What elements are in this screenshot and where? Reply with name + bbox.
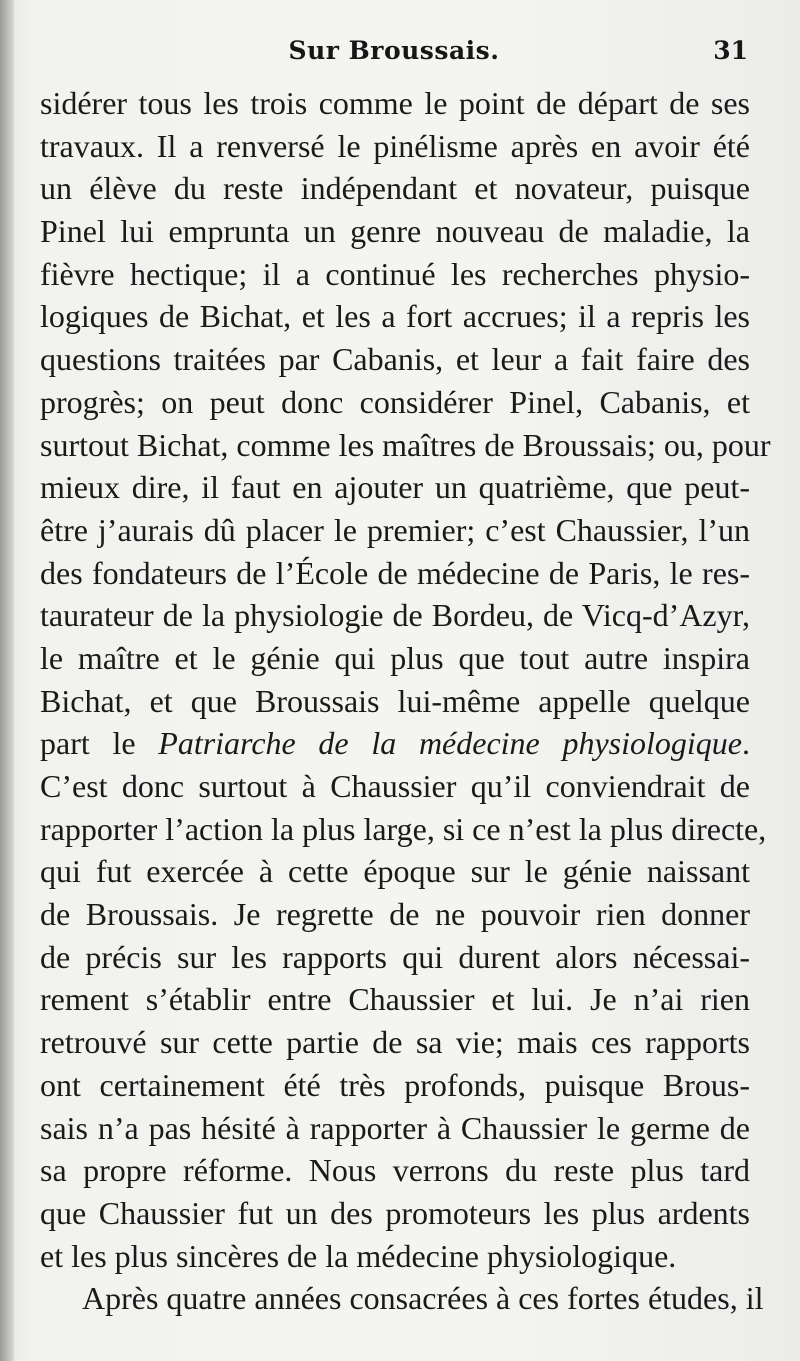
running-title: Sur Broussais.	[288, 36, 500, 65]
text-line: progrès; on peut donc considérer Pinel, Cabanis, et	[40, 383, 750, 420]
paragraph-first-line: Après quatre années consacrées à ces fortes études, il	[82, 1280, 764, 1317]
text-run: .	[742, 725, 750, 762]
text-line: ont certainement été très profonds, puisque Brous-	[40, 1066, 750, 1103]
text-line: le maître et le génie qui plus que tout autre inspira	[40, 639, 750, 676]
text-line: sais n’a pas hésité à rapporter à Chaussier le germe de	[40, 1109, 750, 1146]
text-line: Bichat, et que Broussais lui-même appelle quelque	[40, 682, 750, 719]
text-line: que Chaussier fut un des promoteurs les plus ardents	[40, 1194, 750, 1231]
text-line: fièvre hectique; il a continué les recherches physio-	[40, 255, 750, 292]
text-line: mieux dire, il faut en ajouter un quatrième, que peut-	[40, 469, 750, 506]
text-line: sidérer tous les trois comme le point de départ de ses	[40, 85, 750, 121]
italic-phrase: Patriarche de la médecine physiologique	[158, 725, 742, 762]
page-number: 31	[713, 36, 748, 65]
text-line: de précis sur les rapports qui durent alors nécessai-	[40, 938, 750, 975]
text-line: qui fut exercée à cette époque sur le génie naissant	[40, 853, 750, 890]
text-line: retrouvé sur cette partie de sa vie; mais ces rapports	[40, 1024, 750, 1061]
text-line: des fondateurs de l’École de médecine de Paris, le res-	[40, 554, 750, 591]
text-line: questions traitées par Cabanis, et leur a fait faire des	[40, 341, 750, 378]
text-line: C’est donc surtout à Chaussier qu’il conviendrait de	[40, 768, 750, 804]
text-line: de Broussais. Je regrette de ne pouvoir rien donner	[40, 896, 750, 933]
text-line: travaux. Il a renversé le pinélisme après en avoir été	[40, 127, 750, 164]
text-line: être j’aurais dû placer le premier; c’est Chaussier, l’un	[40, 511, 750, 548]
text-line: surtout Bichat, comme les maîtres de Broussais; ou, pour	[40, 426, 771, 463]
text-line-with-italic	[40, 722, 750, 765]
paragraph-last-line: et les plus sincères de la médecine physiologique.	[40, 1237, 677, 1274]
text-line: taurateur de la physiologie de Bordeu, de Vicq-d’Azyr,	[40, 597, 750, 634]
text-line: un élève du reste indépendant et novateur, puisque	[40, 170, 750, 207]
text-line: rapporter l’action la plus large, si ce n’est la plus directe,	[40, 810, 767, 847]
page-gutter-shadow	[0, 0, 14, 1361]
text-line: Pinel lui emprunta un genre nouveau de maladie, la	[40, 213, 750, 250]
text-line: logiques de Bichat, et les a fort accrues; il a repris les	[40, 298, 750, 335]
text-run: part le	[40, 725, 159, 762]
text-line: sa propre réforme. Nous verrons du reste plus tard	[40, 1152, 750, 1189]
text-line: rement s’établir entre Chaussier et lui. Je n’ai rien	[40, 981, 750, 1018]
page-header	[40, 36, 748, 76]
body-text	[40, 82, 771, 1320]
